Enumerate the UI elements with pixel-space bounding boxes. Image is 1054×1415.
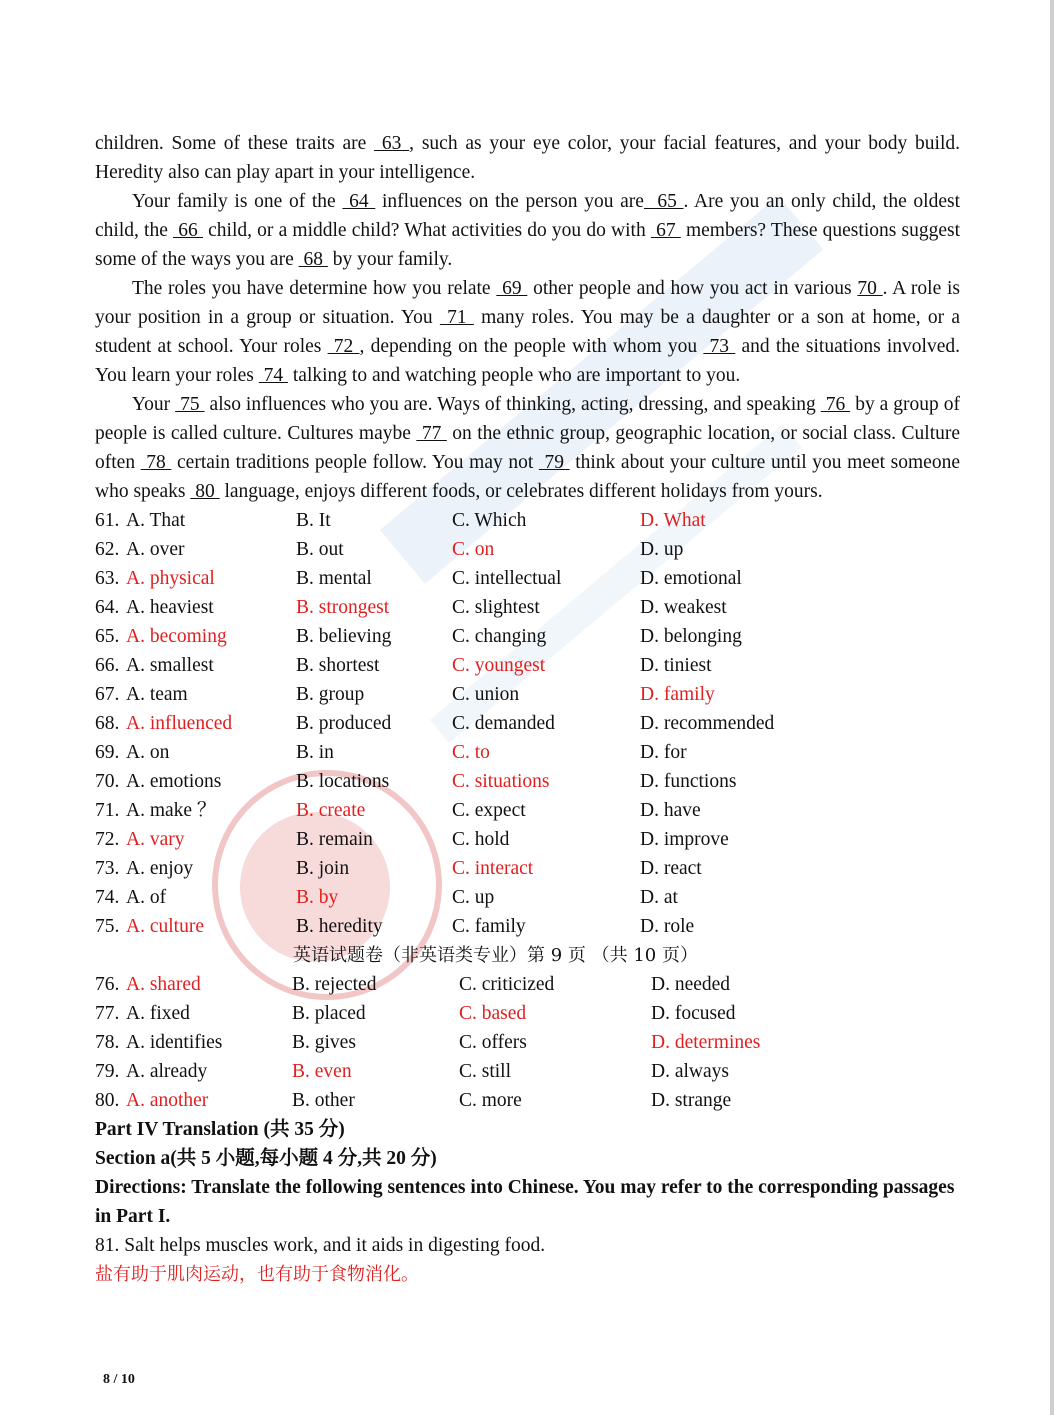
blank-75: 75 — [175, 394, 205, 415]
question-row — [95, 1057, 960, 1086]
question-number: 72. — [95, 829, 120, 850]
option-a: A. physical — [126, 568, 215, 589]
option-a: A. That — [126, 510, 186, 531]
option-a: A. smallest — [126, 655, 214, 676]
question-row — [95, 796, 960, 825]
question-number: 67. — [95, 684, 120, 705]
option-c: C. still — [459, 1061, 512, 1082]
option-d: D. for — [640, 742, 687, 763]
question-row — [95, 564, 960, 593]
blank-71: 71 — [439, 307, 474, 328]
question-number: 69. — [95, 742, 120, 763]
passage-paragraph-3: The roles you have determine how you relate 69 other people and how you act in various 70 . A role is your position in a group or situation. You 71 many roles. You may be a daughter or a son at home, or a student at school. Your roles 72 , depending on the people with whom you 73 and the situations involved. You learn your roles 74 talking to and watching people who are important to you. — [95, 278, 961, 386]
question-number: 78. — [95, 1032, 120, 1053]
option-d: D. always — [651, 1061, 729, 1082]
option-d: D. improve — [640, 829, 729, 850]
question-row — [95, 767, 960, 796]
option-a: A. fixed — [126, 1003, 190, 1024]
option-a: A. another — [126, 1090, 209, 1111]
question-row — [95, 651, 960, 680]
option-d: D. What — [640, 510, 706, 531]
option-d: D. recommended — [640, 713, 775, 734]
question-row — [95, 709, 960, 738]
blank-65: 65 — [643, 191, 684, 212]
passage-paragraph-1: children. Some of these traits are 63 , such as your eye color, your facial features, and your body build. Heredity also can play apart in your intelligence. — [95, 133, 960, 183]
option-b: B. create — [296, 800, 366, 821]
option-c: C. to — [452, 742, 490, 763]
question-list-61-75 — [95, 506, 960, 941]
question-row — [95, 883, 960, 912]
option-d: D. focused — [651, 1003, 736, 1024]
option-d: D. react — [640, 858, 702, 879]
page-edge — [1050, 0, 1054, 1415]
option-a: A. enjoy — [126, 858, 194, 879]
blank-68: 68 — [298, 249, 328, 270]
option-b: B. remain — [296, 829, 373, 850]
blank-79: 79 — [538, 452, 570, 473]
option-d: D. functions — [640, 771, 737, 792]
option-a: A. over — [126, 539, 185, 560]
option-b: B. join — [296, 858, 350, 879]
option-d: D. up — [640, 539, 684, 560]
option-d: D. family — [640, 684, 715, 705]
option-b: B. group — [296, 684, 365, 705]
option-b: B. even — [292, 1061, 352, 1082]
blank-64: 64 — [342, 191, 376, 212]
blank-70: 70 — [857, 278, 883, 299]
question-number: 68. — [95, 713, 120, 734]
question-number: 73. — [95, 858, 120, 879]
option-c: C. slightest — [452, 597, 540, 618]
option-c: C. on — [452, 539, 495, 560]
option-d: D. emotional — [640, 568, 742, 589]
blank-63: 63 — [374, 133, 410, 154]
option-c: C. intellectual — [452, 568, 562, 589]
option-a: A. heaviest — [126, 597, 214, 618]
option-b: B. gives — [292, 1032, 356, 1053]
option-d: D. needed — [651, 974, 731, 995]
blank-69: 69 — [496, 278, 528, 299]
blank-77: 77 — [416, 423, 447, 444]
option-a: A. of — [126, 887, 167, 908]
question-list-76-80 — [95, 970, 960, 1115]
option-b: B. believing — [296, 626, 392, 647]
option-c: C. more — [459, 1090, 522, 1111]
question-row — [95, 593, 960, 622]
question-number: 65. — [95, 626, 120, 647]
option-a: A. make ？ — [126, 800, 217, 821]
question-number: 75. — [95, 916, 120, 937]
option-b: B. mental — [296, 568, 372, 589]
option-b: B. out — [296, 539, 344, 560]
part-4-heading: Part IV Translation (共 35 分) — [95, 1119, 345, 1140]
question-81: 81. Salt helps muscles work, and it aids in digesting food. — [95, 1235, 546, 1256]
option-c: C. family — [452, 916, 526, 937]
option-a: A. culture — [126, 916, 204, 937]
option-b: B. in — [296, 742, 334, 763]
option-b: B. other — [292, 1090, 355, 1111]
question-number: 62. — [95, 539, 120, 560]
question-row — [95, 912, 960, 941]
option-d: D. weakest — [640, 597, 727, 618]
blank-66: 66 — [173, 220, 203, 241]
option-c: C. demanded — [452, 713, 555, 734]
option-a: A. already — [126, 1061, 208, 1082]
option-c: C. hold — [452, 829, 510, 850]
question-number: 80. — [95, 1090, 120, 1111]
blank-72: 72 — [327, 336, 360, 357]
option-c: C. offers — [459, 1032, 527, 1053]
option-b: B. placed — [292, 1003, 366, 1024]
question-row — [95, 1028, 960, 1057]
option-b: B. locations — [296, 771, 390, 792]
option-b: B. shortest — [296, 655, 380, 676]
option-a: A. emotions — [126, 771, 222, 792]
option-c: C. changing — [452, 626, 547, 647]
question-number: 61. — [95, 510, 120, 531]
passage-paragraph-4: Your 75 also influences who you are. Ways of thinking, acting, dressing, and speaking 76 by a group of people is called culture. Cultures maybe 77 on the ethnic group, geographic location, or social class. Culture often 78 certain traditions people follow. You may not 79 think about your culture until you meet someone who speaks 80 language, enjoys different foods, or celebrates different holidays from yours. — [95, 394, 961, 502]
question-row — [95, 535, 960, 564]
option-b: B. produced — [296, 713, 392, 734]
option-d: D. determines — [651, 1032, 761, 1053]
section-a-heading: Section a(共 5 小题,每小题 4 分,共 20 分) — [95, 1148, 437, 1169]
inline-page-footer-text: 英语试题卷（非英语类专业）第 9 页 （共 10 页） — [293, 945, 698, 966]
answer-81: 盐有助于肌肉运动，也有助于食物消化。 — [95, 1264, 419, 1285]
option-d: D. tiniest — [640, 655, 712, 676]
option-a: A. shared — [126, 974, 201, 995]
question-row — [95, 680, 960, 709]
option-a: A. influenced — [126, 713, 233, 734]
document-body — [95, 129, 960, 1289]
blank-67: 67 — [650, 220, 681, 241]
question-row — [95, 970, 960, 999]
option-c: C. based — [459, 1003, 527, 1024]
blank-76: 76 — [820, 394, 851, 415]
directions: Directions: Translate the following sentences into Chinese. You may refer to the corresponding passages in Part I. — [95, 1177, 955, 1227]
passage-paragraph-2: Your family is one of the 64 influences on the person you are 65 . Are you an only child, the oldest child, the 66 child, or a middle child? What activities do you do with 67 members? These questions suggest some of the ways you are 68 by your family. — [95, 191, 961, 270]
option-d: D. have — [640, 800, 701, 821]
question-row — [95, 854, 960, 883]
question-row — [95, 999, 960, 1028]
question-number: 79. — [95, 1061, 120, 1082]
option-a: A. becoming — [126, 626, 227, 647]
blank-78: 78 — [140, 452, 172, 473]
option-c: C. interact — [452, 858, 534, 879]
option-c: C. up — [452, 887, 495, 908]
option-a: A. vary — [126, 829, 185, 850]
question-row — [95, 825, 960, 854]
option-d: D. at — [640, 887, 678, 908]
option-b: B. by — [296, 887, 339, 908]
question-number: 74. — [95, 887, 120, 908]
question-number: 77. — [95, 1003, 120, 1024]
question-number: 76. — [95, 974, 120, 995]
question-row — [95, 506, 960, 535]
question-number: 70. — [95, 771, 120, 792]
question-number: 71. — [95, 800, 120, 821]
option-c: C. expect — [452, 800, 526, 821]
option-d: D. role — [640, 916, 695, 937]
question-number: 63. — [95, 568, 120, 589]
option-c: C. situations — [452, 771, 550, 792]
question-row — [95, 622, 960, 651]
option-d: D. strange — [651, 1090, 732, 1111]
blank-73: 73 — [703, 336, 736, 357]
inline-page-footer — [95, 941, 960, 970]
option-b: B. It — [296, 510, 331, 531]
blank-74: 74 — [258, 365, 289, 386]
page-number: 8 / 10 — [103, 1372, 135, 1387]
option-c: C. youngest — [452, 655, 546, 676]
question-number: 64. — [95, 597, 120, 618]
option-c: C. criticized — [459, 974, 555, 995]
option-a: A. on — [126, 742, 170, 763]
option-c: C. union — [452, 684, 520, 705]
option-a: A. identifies — [126, 1032, 223, 1053]
option-a: A. team — [126, 684, 188, 705]
question-number: 66. — [95, 655, 120, 676]
option-b: B. rejected — [292, 974, 377, 995]
blank-80: 80 — [190, 481, 220, 502]
question-row — [95, 738, 960, 767]
option-b: B. heredity — [296, 916, 383, 937]
option-d: D. belonging — [640, 626, 742, 647]
option-c: C. Which — [452, 510, 527, 531]
question-row — [95, 1086, 960, 1115]
option-b: B. strongest — [296, 597, 390, 618]
